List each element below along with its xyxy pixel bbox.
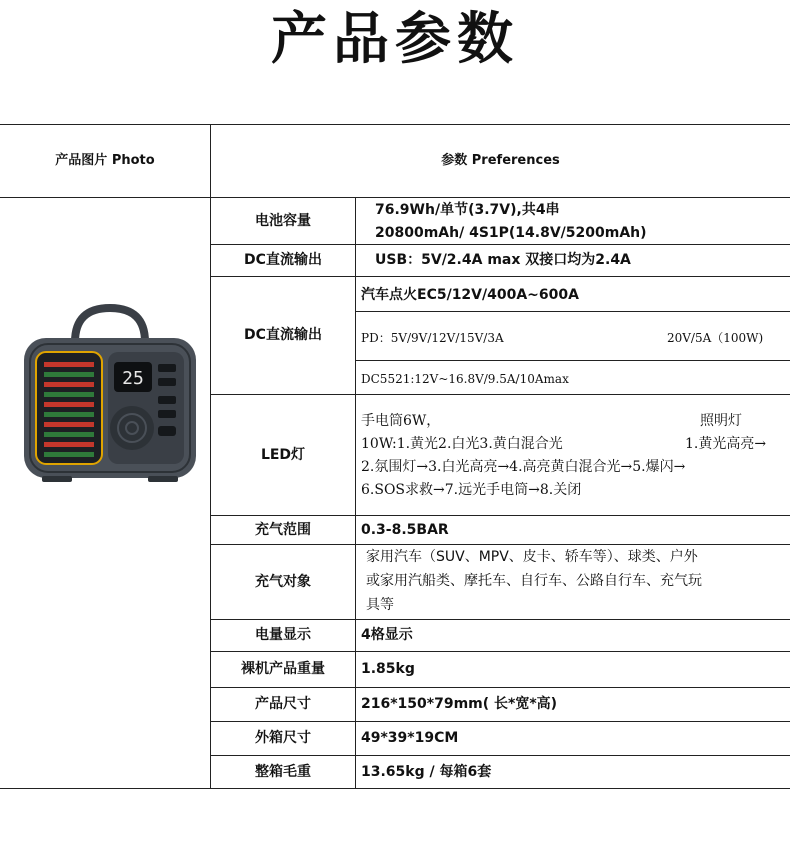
- usb-port-icon: [158, 364, 176, 372]
- value-inflate-target-2: 或家用汽船类、摩托车、自行车、公路自行车、充气玩: [366, 573, 702, 589]
- value-power-display: 4格显示: [361, 627, 413, 643]
- label-inflate-range: 充气范围: [255, 521, 311, 538]
- value-led-modes: 10W:1.黄光2.白光3.黄白混合光: [361, 436, 563, 452]
- value-battery-line1: 76.9Wh/单节(3.7V),共4串: [375, 202, 560, 218]
- value-dc-pd-max: 20V/5A（100W): [667, 331, 764, 345]
- product-photo: [20, 300, 200, 490]
- dc-port-icon: [158, 426, 176, 436]
- label-box-size: 外箱尺寸: [255, 730, 311, 746]
- usb-port-icon: [158, 378, 176, 386]
- table-divider: [355, 360, 790, 361]
- table-divider: [0, 197, 790, 198]
- display-readout: 25: [122, 368, 144, 389]
- header-photo: 产品图片 Photo: [55, 152, 155, 168]
- value-inflate-range: 0.3-8.5BAR: [361, 522, 449, 538]
- label-inflate-target: 充气对象: [255, 573, 311, 590]
- handle-icon: [75, 308, 145, 342]
- value-net-weight: 1.85kg: [361, 661, 415, 677]
- table-divider: [355, 311, 790, 312]
- port-icon: [158, 396, 176, 404]
- header-params: 参数 Preferences: [441, 152, 560, 168]
- value-led-flashlight: 手电筒6W，: [361, 413, 441, 429]
- label-product-size: 产品尺寸: [255, 696, 311, 712]
- value-inflate-target-3: 具等: [366, 597, 394, 613]
- label-power-display: 电量显示: [255, 627, 311, 643]
- value-led-modes-3: 6.SOS求救→7.远光手电筒→8.关闭: [361, 482, 582, 498]
- label-gross-weight: 整箱毛重: [255, 763, 311, 780]
- value-led-modes-2: 2.氛围灯→3.白光高亮→4.高亮黄白混合光→5.爆闪→: [361, 459, 686, 475]
- value-battery-line2: 20800mAh/ 4S1P(14.8V/5200mAh): [375, 225, 647, 241]
- value-led-lighting: 照明灯: [700, 413, 742, 429]
- label-battery: 电池容量: [255, 212, 311, 229]
- label-net-weight: 裸机产品重量: [241, 661, 325, 677]
- label-led: LED灯: [260, 446, 306, 463]
- table-border-bottom: [0, 788, 790, 789]
- value-dc-pd: PD：5V/9V/12V/15V/3A: [361, 331, 504, 345]
- value-product-size: 216*150*79mm( 长*宽*高): [361, 696, 558, 712]
- label-dc-output-usb: DC直流输出: [244, 252, 322, 268]
- label-dc-output: DC直流输出: [244, 327, 322, 343]
- value-led-mode1: 1.黄光高亮→: [685, 436, 767, 452]
- value-dc5521: DC5521:12V~16.8V/9.5A/10Amax: [361, 372, 569, 386]
- value-dc-output-usb: USB：5V/2.4A max 双接口均为2.4A: [375, 252, 631, 268]
- light-panel: [36, 352, 102, 464]
- value-box-size: 49*39*19CM: [361, 730, 459, 746]
- speaker-grille: [110, 406, 154, 450]
- value-gross-weight: 13.65kg / 每箱6套: [361, 764, 492, 780]
- value-dc-ignition: 汽车点火EC5/12V/400A~600A: [361, 287, 579, 303]
- value-inflate-target-1: 家用汽车（SUV、MPV、皮卡、轿车等）、球类、户外: [366, 549, 698, 565]
- port-icon: [158, 410, 176, 418]
- page-title: 产品参数: [271, 7, 519, 72]
